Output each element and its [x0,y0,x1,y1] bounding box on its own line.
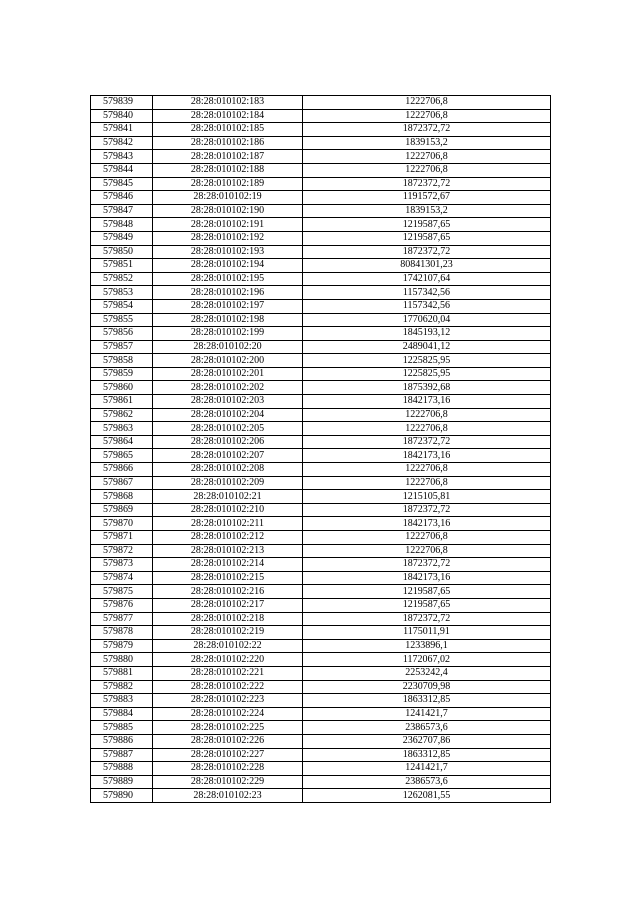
cadastral-value-cell: 1157342,56 [303,299,551,313]
row-number-cell: 579849 [91,231,153,245]
cadastral-value-cell: 1872372,72 [303,245,551,259]
table-row [91,626,551,640]
cadastral-value-cell: 1842173,16 [303,449,551,463]
table-row [91,449,551,463]
row-number-cell: 579868 [91,490,153,504]
cadastral-number-cell: 28:28:010102:198 [153,313,303,327]
table-row [91,544,551,558]
row-number-cell: 579841 [91,123,153,137]
cadastral-value-cell: 1872372,72 [303,435,551,449]
cadastral-value-cell: 1222706,8 [303,150,551,164]
cadastral-number-cell: 28:28:010102:205 [153,422,303,436]
cadastral-number-cell: 28:28:010102:192 [153,231,303,245]
table-row [91,245,551,259]
row-number-cell: 579876 [91,598,153,612]
cadastral-value-cell: 1219587,65 [303,231,551,245]
cadastral-number-cell: 28:28:010102:209 [153,476,303,490]
table-row [91,204,551,218]
cadastral-value-cell: 1215105,81 [303,490,551,504]
table-row [91,585,551,599]
table-row [91,327,551,341]
cadastral-number-cell: 28:28:010102:218 [153,612,303,626]
cadastral-value-cell: 1222706,8 [303,544,551,558]
row-number-cell: 579863 [91,422,153,436]
cadastral-number-cell: 28:28:010102:20 [153,340,303,354]
cadastral-value-cell: 1241421,7 [303,762,551,776]
table-row [91,136,551,150]
cadastral-number-cell: 28:28:010102:186 [153,136,303,150]
row-number-cell: 579852 [91,272,153,286]
cadastral-number-cell: 28:28:010102:212 [153,531,303,545]
cadastral-number-cell: 28:28:010102:187 [153,150,303,164]
row-number-cell: 579848 [91,218,153,232]
cadastral-value-cell: 1742107,64 [303,272,551,286]
cadastral-number-cell: 28:28:010102:211 [153,517,303,531]
table-row [91,123,551,137]
row-number-cell: 579888 [91,762,153,776]
row-number-cell: 579887 [91,748,153,762]
cadastral-value-cell: 1872372,72 [303,503,551,517]
cadastral-value-cell: 2489041,12 [303,340,551,354]
cadastral-value-cell: 80841301,23 [303,259,551,273]
row-number-cell: 579877 [91,612,153,626]
cadastral-number-cell: 28:28:010102:204 [153,408,303,422]
table-body [91,96,551,803]
row-number-cell: 579871 [91,531,153,545]
row-number-cell: 579847 [91,204,153,218]
cadastral-value-cell: 1191572,67 [303,191,551,205]
row-number-cell: 579866 [91,463,153,477]
row-number-cell: 579844 [91,163,153,177]
table-row [91,395,551,409]
cadastral-number-cell: 28:28:010102:227 [153,748,303,762]
table-row [91,354,551,368]
cadastral-number-cell: 28:28:010102:221 [153,666,303,680]
table-row [91,422,551,436]
cadastral-number-cell: 28:28:010102:203 [153,395,303,409]
table-row [91,435,551,449]
cadastral-value-cell: 1863312,85 [303,748,551,762]
table-row [91,639,551,653]
cadastral-number-cell: 28:28:010102:220 [153,653,303,667]
cadastral-value-cell: 1222706,8 [303,163,551,177]
row-number-cell: 579862 [91,408,153,422]
table-row [91,517,551,531]
cadastral-number-cell: 28:28:010102:196 [153,286,303,300]
row-number-cell: 579864 [91,435,153,449]
cadastral-number-cell: 28:28:010102:193 [153,245,303,259]
cadastral-value-cell: 1219587,65 [303,598,551,612]
cadastral-number-cell: 28:28:010102:217 [153,598,303,612]
cadastral-number-cell: 28:28:010102:184 [153,109,303,123]
cadastral-number-cell: 28:28:010102:225 [153,721,303,735]
row-number-cell: 579884 [91,707,153,721]
table-row [91,313,551,327]
cadastral-number-cell: 28:28:010102:229 [153,775,303,789]
row-number-cell: 579850 [91,245,153,259]
row-number-cell: 579875 [91,585,153,599]
cadastral-value-cell: 1225825,95 [303,367,551,381]
table-row [91,734,551,748]
table-row [91,381,551,395]
row-number-cell: 579865 [91,449,153,463]
table-row [91,653,551,667]
cadastral-number-cell: 28:28:010102:201 [153,367,303,381]
table-row [91,191,551,205]
cadastral-value-cell: 1222706,8 [303,422,551,436]
cadastral-number-cell: 28:28:010102:215 [153,571,303,585]
row-number-cell: 579878 [91,626,153,640]
cadastral-number-cell: 28:28:010102:208 [153,463,303,477]
row-number-cell: 579858 [91,354,153,368]
row-number-cell: 579851 [91,259,153,273]
table-row [91,163,551,177]
cadastral-value-cell: 1222706,8 [303,109,551,123]
row-number-cell: 579882 [91,680,153,694]
cadastral-value-cell: 1770620,04 [303,313,551,327]
table-row [91,721,551,735]
cadastral-value-cell: 1233896,1 [303,639,551,653]
row-number-cell: 579846 [91,191,153,205]
cadastral-value-cell: 1225825,95 [303,354,551,368]
cadastral-number-cell: 28:28:010102:200 [153,354,303,368]
cadastral-value-cell: 1219587,65 [303,218,551,232]
cadastral-value-cell: 1175011,91 [303,626,551,640]
cadastral-value-cell: 1222706,8 [303,408,551,422]
cadastral-value-cell: 1863312,85 [303,694,551,708]
row-number-cell: 579845 [91,177,153,191]
row-number-cell: 579840 [91,109,153,123]
row-number-cell: 579869 [91,503,153,517]
table-row [91,666,551,680]
cadastral-value-cell: 1222706,8 [303,463,551,477]
cadastral-value-cell: 1845193,12 [303,327,551,341]
row-number-cell: 579854 [91,299,153,313]
cadastral-number-cell: 28:28:010102:19 [153,191,303,205]
cadastral-number-cell: 28:28:010102:226 [153,734,303,748]
cadastral-value-cell: 2386573,6 [303,775,551,789]
row-number-cell: 579857 [91,340,153,354]
row-number-cell: 579839 [91,96,153,110]
row-number-cell: 579855 [91,313,153,327]
cadastral-number-cell: 28:28:010102:22 [153,639,303,653]
table-row [91,707,551,721]
table-row [91,476,551,490]
cadastral-number-cell: 28:28:010102:199 [153,327,303,341]
cadastral-value-cell: 1872372,72 [303,123,551,137]
cadastral-number-cell: 28:28:010102:191 [153,218,303,232]
row-number-cell: 579883 [91,694,153,708]
cadastral-value-cell: 2362707,86 [303,734,551,748]
cadastral-number-cell: 28:28:010102:194 [153,259,303,273]
row-number-cell: 579856 [91,327,153,341]
cadastral-value-cell: 2230709,98 [303,680,551,694]
cadastral-number-cell: 28:28:010102:223 [153,694,303,708]
cadastral-value-cell: 1872372,72 [303,177,551,191]
table-row [91,96,551,110]
cadastral-value-table [90,95,551,803]
cadastral-number-cell: 28:28:010102:183 [153,96,303,110]
table-row [91,680,551,694]
table-row [91,231,551,245]
table-row [91,259,551,273]
cadastral-value-cell: 1222706,8 [303,531,551,545]
cadastral-number-cell: 28:28:010102:185 [153,123,303,137]
cadastral-value-cell: 1872372,72 [303,558,551,572]
table-row [91,299,551,313]
table-row [91,694,551,708]
row-number-cell: 579842 [91,136,153,150]
cadastral-value-cell: 1875392,68 [303,381,551,395]
cadastral-number-cell: 28:28:010102:189 [153,177,303,191]
row-number-cell: 579867 [91,476,153,490]
cadastral-value-cell: 1839153,2 [303,204,551,218]
table-row [91,463,551,477]
table-row [91,612,551,626]
row-number-cell: 579890 [91,789,153,803]
cadastral-number-cell: 28:28:010102:188 [153,163,303,177]
row-number-cell: 579881 [91,666,153,680]
table-row [91,150,551,164]
table-row [91,762,551,776]
row-number-cell: 579859 [91,367,153,381]
cadastral-number-cell: 28:28:010102:190 [153,204,303,218]
cadastral-value-cell: 1157342,56 [303,286,551,300]
cadastral-number-cell: 28:28:010102:195 [153,272,303,286]
row-number-cell: 579843 [91,150,153,164]
table-row [91,286,551,300]
cadastral-value-cell: 1842173,16 [303,517,551,531]
cadastral-value-cell: 1839153,2 [303,136,551,150]
cadastral-value-cell: 1222706,8 [303,476,551,490]
table-row [91,531,551,545]
table-row [91,775,551,789]
cadastral-number-cell: 28:28:010102:207 [153,449,303,463]
table-row [91,408,551,422]
row-number-cell: 579874 [91,571,153,585]
cadastral-number-cell: 28:28:010102:224 [153,707,303,721]
cadastral-value-cell: 2386573,6 [303,721,551,735]
cadastral-number-cell: 28:28:010102:202 [153,381,303,395]
cadastral-value-cell: 1219587,65 [303,585,551,599]
cadastral-value-cell: 2253242,4 [303,666,551,680]
table-row [91,109,551,123]
row-number-cell: 579870 [91,517,153,531]
cadastral-number-cell: 28:28:010102:21 [153,490,303,504]
cadastral-value-cell: 1872372,72 [303,612,551,626]
table-row [91,272,551,286]
cadastral-number-cell: 28:28:010102:206 [153,435,303,449]
cadastral-value-cell: 1262081,55 [303,789,551,803]
table-row [91,177,551,191]
table-row [91,598,551,612]
table-row [91,789,551,803]
cadastral-value-cell: 1172067,02 [303,653,551,667]
row-number-cell: 579860 [91,381,153,395]
cadastral-value-cell: 1222706,8 [303,96,551,110]
cadastral-number-cell: 28:28:010102:23 [153,789,303,803]
cadastral-number-cell: 28:28:010102:214 [153,558,303,572]
cadastral-number-cell: 28:28:010102:213 [153,544,303,558]
row-number-cell: 579885 [91,721,153,735]
cadastral-number-cell: 28:28:010102:222 [153,680,303,694]
cadastral-number-cell: 28:28:010102:219 [153,626,303,640]
cadastral-number-cell: 28:28:010102:210 [153,503,303,517]
row-number-cell: 579853 [91,286,153,300]
cadastral-value-cell: 1241421,7 [303,707,551,721]
cadastral-value-cell: 1842173,16 [303,395,551,409]
cadastral-number-cell: 28:28:010102:228 [153,762,303,776]
row-number-cell: 579879 [91,639,153,653]
cadastral-number-cell: 28:28:010102:216 [153,585,303,599]
cadastral-value-cell: 1842173,16 [303,571,551,585]
cadastral-number-cell: 28:28:010102:197 [153,299,303,313]
table-row [91,571,551,585]
table-row [91,503,551,517]
table-row [91,558,551,572]
table-row [91,340,551,354]
row-number-cell: 579873 [91,558,153,572]
table-row [91,218,551,232]
table-row [91,367,551,381]
row-number-cell: 579886 [91,734,153,748]
row-number-cell: 579861 [91,395,153,409]
row-number-cell: 579889 [91,775,153,789]
row-number-cell: 579880 [91,653,153,667]
table-row [91,748,551,762]
table-row [91,490,551,504]
row-number-cell: 579872 [91,544,153,558]
